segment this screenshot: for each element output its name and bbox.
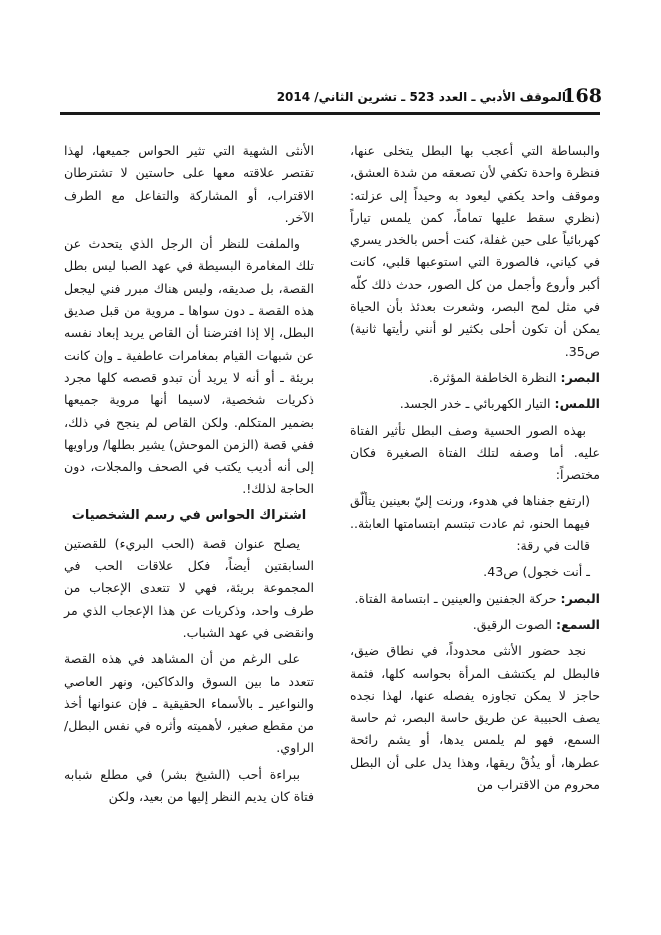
definition-hearing — [350, 614, 600, 636]
paragraph: والبساطة التي أعجب بها البطل يتخلى عنها، فنظرة واحدة تكفي لأن تصعقه من شدة العشق، وموقف واحد يكفي ليعود به وحيداً إلى عزلته: (نظري سقط عليها تماماً، كمن يلمس تياراً كهربائياً على حين غفلة، كنت أحس بالخدر يسري في كياني، فالصورة التي استوعبها قلبي، كانت أكبر وأروع وأجمل من كل الصور، حدث ذلك كلّه في مثل لمح البصر، وشعرت بعدئذ بأن الحياة يمكن أن تكون أحلى بكثير لو أنني رأيتها ثانية) ص35. — [350, 143, 600, 359]
term-label: البصر: — [560, 369, 600, 385]
paragraph: نجد حضور الأنثى محدوداً، في نطاق ضيق، فالبطل لم يكتشف المرأة بحواسه كلها، فثمة حاجز لا يمكن تجاوزه يفصله عنها، لهذا نجده يصف الحبيبة عن طريق حاسة البصر، ثم حاسة السمع، فهو لم يلمس يدها، أو يشم رائحة عطرها، أو يذُقْ ريقها، وهذا يدل على أن البطل محروم من الاقتراب من — [350, 643, 600, 793]
paragraph: بهذه الصور الحسية وصف البطل تأثير الفتاة عليه. أما وصفه لتلك الفتاة الصغيرة فكان مختصراً: — [350, 422, 600, 483]
term-text: حركة الجفنين والعينين ـ ابتسامة الفتاة. — [354, 590, 557, 606]
journal-issue-title: الموقف الأدبي ـ العدد 523 ـ تشرين الثاني/ 2014 — [276, 90, 566, 104]
left-column — [64, 140, 314, 812]
term-text: الصوت الرقيق. — [472, 616, 553, 632]
term-text: النظرة الخاطفة المؤثرة. — [428, 369, 557, 385]
header-rule — [60, 112, 600, 115]
paragraph: على الرغم من أن المشاهد في هذه القصة تتعدد ما بين السوق والدكاكين، ونهر العاصي والنواعير ـ بالأسماء الحقيقية ـ فإن عنوانها أخذ من مقطع صغير، لأهميته وأثره في نفس البطل/ الراوي. — [64, 651, 314, 756]
paragraph: الأنثى الشهية التي تثير الحواس جميعها، لهذا تقتصر علاقته معها على حاستين لا تشترطان الاقتراب، أو المشاركة والتفاعل مع الطرف الآخر. — [64, 143, 314, 225]
term-label: اللمس: — [554, 396, 600, 412]
term-label: البصر: — [560, 590, 600, 606]
page-header — [276, 84, 602, 110]
term-label: السمع: — [556, 616, 600, 632]
right-column — [350, 140, 600, 800]
section-heading: اشتراك الحواس في رسم الشخصيات — [71, 507, 307, 523]
term-text: التيار الكهربائي ـ خدر الجسد. — [399, 396, 551, 412]
definition-sight-2 — [350, 588, 600, 610]
paragraph: ببراءة أحب (الشيخ بشر) في مطلع شبابه فتاة كان يديم النظر إليها من بعيد، ولكن — [64, 766, 314, 805]
definition-touch — [350, 393, 600, 415]
paragraph: والملفت للنظر أن الرجل الذي يتحدث عن تلك المغامرة البسيطة في عهد الصبا ليس بطل القصة، بل صديقه، وليس هناك مبرر فني ليجعل هذه القصة ـ دون سواها ـ مروية من قبل صديق البطل، إلا إذا افترضنا أن القاص يريد إبعاد نفسه عن شبهات القيام بمغامرات عاطفية ـ وإن كانت بريئة ـ أو أنه لا يريد أن تبدو قصصه كلها مجرد ذكريات شخصية، لاسيما أنها مروية جميعها بضمير المتكلم. ولكن القاص لم ينجح في ذلك، ففي قصة (الزمن الموحش) يشير بطلها/ وراويها إلى أنه أديب يكتب في الصحف والمجلات، دون الحاجة لذلك!. — [64, 236, 314, 497]
definition-sight — [350, 367, 600, 389]
quotation: (ارتفع جفناها في هدوء، ورنت إليّ بعينين يتألّق فيهما الحنو، ثم عادت تبتسم ابتسامتها العابثة.. قالت في رقة: — [350, 493, 590, 554]
paragraph: يصلح عنوان قصة (الحب البريء) للقصتين السابقتين أيضاً، فكل علاقات الحب في المجموعة بريئة، فهي لا تتعدى الإعجاب من طرف واحد، وذكريات عن هذا الإعجاب الذي مر وانقضى في عهد الشباب. — [64, 535, 314, 640]
quotation: ـ أنت خجول) ص43. — [483, 564, 590, 580]
page-number: 168 — [562, 85, 602, 107]
